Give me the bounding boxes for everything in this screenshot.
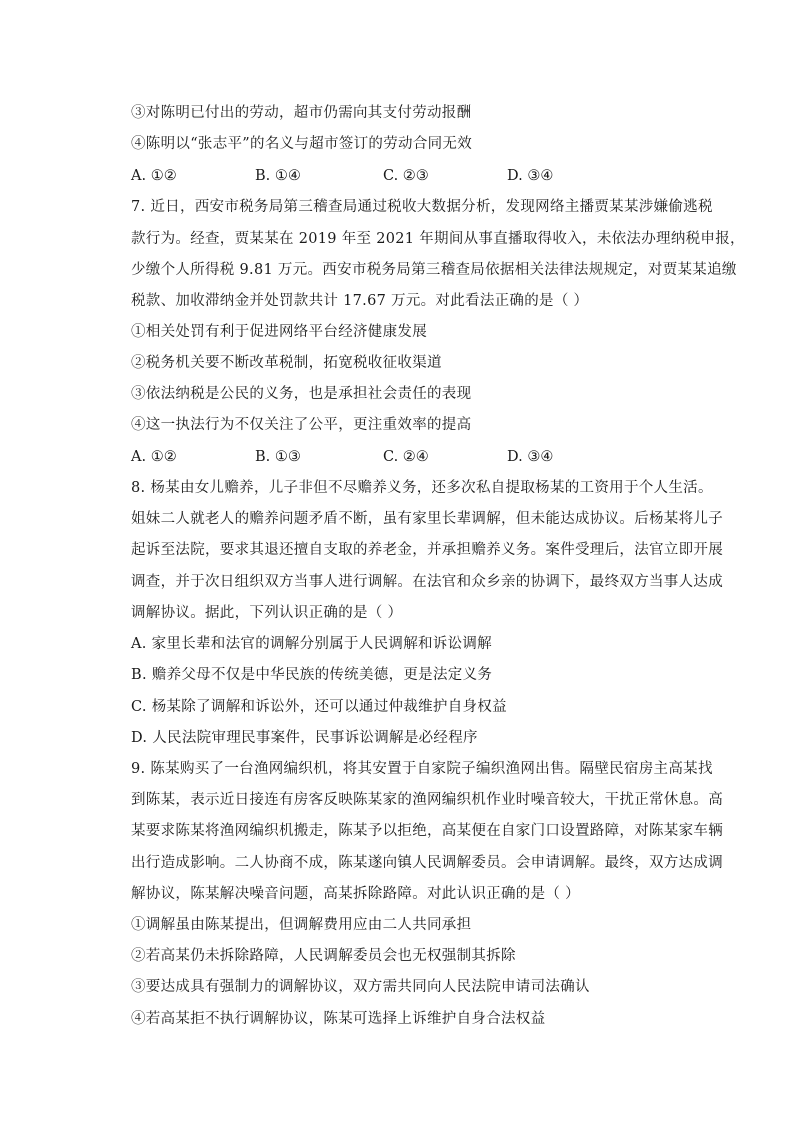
q9-stem-line: 解协议，陈某解决噪音问题，高某拆除路障。对此认识正确的是（ ）	[131, 886, 580, 902]
q6-options	[131, 166, 691, 186]
q7-stem-line: 7. 近日，西安市税务局第三稽查局通过税收大数据分析，发现网络主播贾某某涉嫌偷逃税	[131, 199, 713, 215]
q6-option-d: D. ③④	[507, 168, 554, 184]
q7-stem-line: 款行为。经查，贾某某在 2019 年至 2021 年期间从事直播取得收入，未依法办理纳税申报，	[131, 231, 745, 247]
q9-item-2: ②若高某仍未拆除路障，人民调解委员会也无权强制其拆除	[131, 948, 516, 964]
q8-stem-line: 起诉至法院，要求其退还擅自支取的养老金，并承担赡养义务。案件受理后，法官立即开展	[131, 542, 723, 558]
q9-stem-line: 出行造成影响。二人协商不成，陈某遂向镇人民调解委员。会申请调解。最终，双方达成调	[131, 855, 723, 871]
q7-option-c: C. ②④	[383, 449, 429, 465]
q7-item-2: ②税务机关要不断改革税制，拓宽税收征收渠道	[131, 355, 442, 371]
q8-stem-line: 姐妹二人就老人的赡养问题矛盾不断，虽有家里长辈调解，但未能达成协议。后杨某将儿子	[131, 511, 723, 527]
q9-stem-line: 到陈某，表示近日接连有房客反映陈某家的渔网编织机作业时噪音较大，干扰正常休息。高	[131, 792, 723, 808]
q6-option-b: B. ①④	[255, 168, 301, 184]
q8-stem-line: 调解协议。据此，下列认识正确的是（ ）	[131, 605, 403, 621]
q7-option-b: B. ①③	[255, 449, 301, 465]
q6-item-3: ③对陈明已付出的劳动，超市仍需向其支付劳动报酬	[131, 105, 472, 121]
q8-choice-c: C. 杨某除了调解和诉讼外，还可以通过仲裁维护自身权益	[131, 699, 507, 715]
q8-choice-b: B. 赡养父母不仅是中华民族的传统美德，更是法定义务	[131, 667, 493, 683]
q7-option-d: D. ③④	[507, 449, 554, 465]
q6-option-a: A. ①②	[131, 168, 177, 184]
q9-stem-line: 9. 陈某购买了一台渔网编织机，将其安置于自家院子编织渔网出售。隔壁民宿房主高某找	[131, 761, 713, 777]
q9-item-4: ④若高某拒不执行调解协议，陈某可选择上诉维护自身合法权益	[131, 1011, 546, 1027]
q7-stem-line: 税款、加收滞纳金并处罚款共计 17.67 万元。对此看法正确的是（ ）	[131, 293, 589, 309]
q7-stem-line: 少缴个人所得税 9.81 万元。西安市税务局第三稽查局依据相关法律法规规定，对贾某某追缴	[131, 262, 737, 278]
q9-item-3: ③要达成具有强制力的调解协议，双方需共同向人民法院申请司法确认	[131, 979, 590, 995]
q6-option-c: C. ②③	[383, 168, 429, 184]
q8-choice-a: A. 家里长辈和法官的调解分别属于人民调解和诉讼调解	[131, 636, 492, 652]
q9-stem-line: 某要求陈某将渔网编织机搬走，陈某予以拒绝，高某便在自家门口设置路障，对陈某家车辆	[131, 823, 723, 839]
q7-item-3: ③依法纳税是公民的义务，也是承担社会责任的表现	[131, 386, 472, 402]
q9-item-1: ①调解虽由陈某提出，但调解费用应由二人共同承担	[131, 917, 472, 933]
q7-option-a: A. ①②	[131, 449, 177, 465]
q6-item-4: ④陈明以“张志平”的名义与超市签订的劳动合同无效	[131, 136, 473, 152]
q7-options	[131, 447, 691, 467]
q7-item-1: ①相关处罚有利于促进网络平台经济健康发展	[131, 324, 427, 340]
q8-stem-line: 调查，并于次日组织双方当事人进行调解。在法官和众乡亲的协调下，最终双方当事人达成	[131, 574, 723, 590]
q8-stem-line: 8. 杨某由女儿赡养，儿子非但不尽赡养义务，还多次私自提取杨某的工资用于个人生活。	[131, 480, 713, 496]
q8-choice-d: D. 人民法院审理民事案件，民事诉讼调解是必经程序	[131, 730, 478, 746]
q7-item-4: ④这一执法行为不仅关注了公平，更注重效率的提高	[131, 417, 472, 433]
